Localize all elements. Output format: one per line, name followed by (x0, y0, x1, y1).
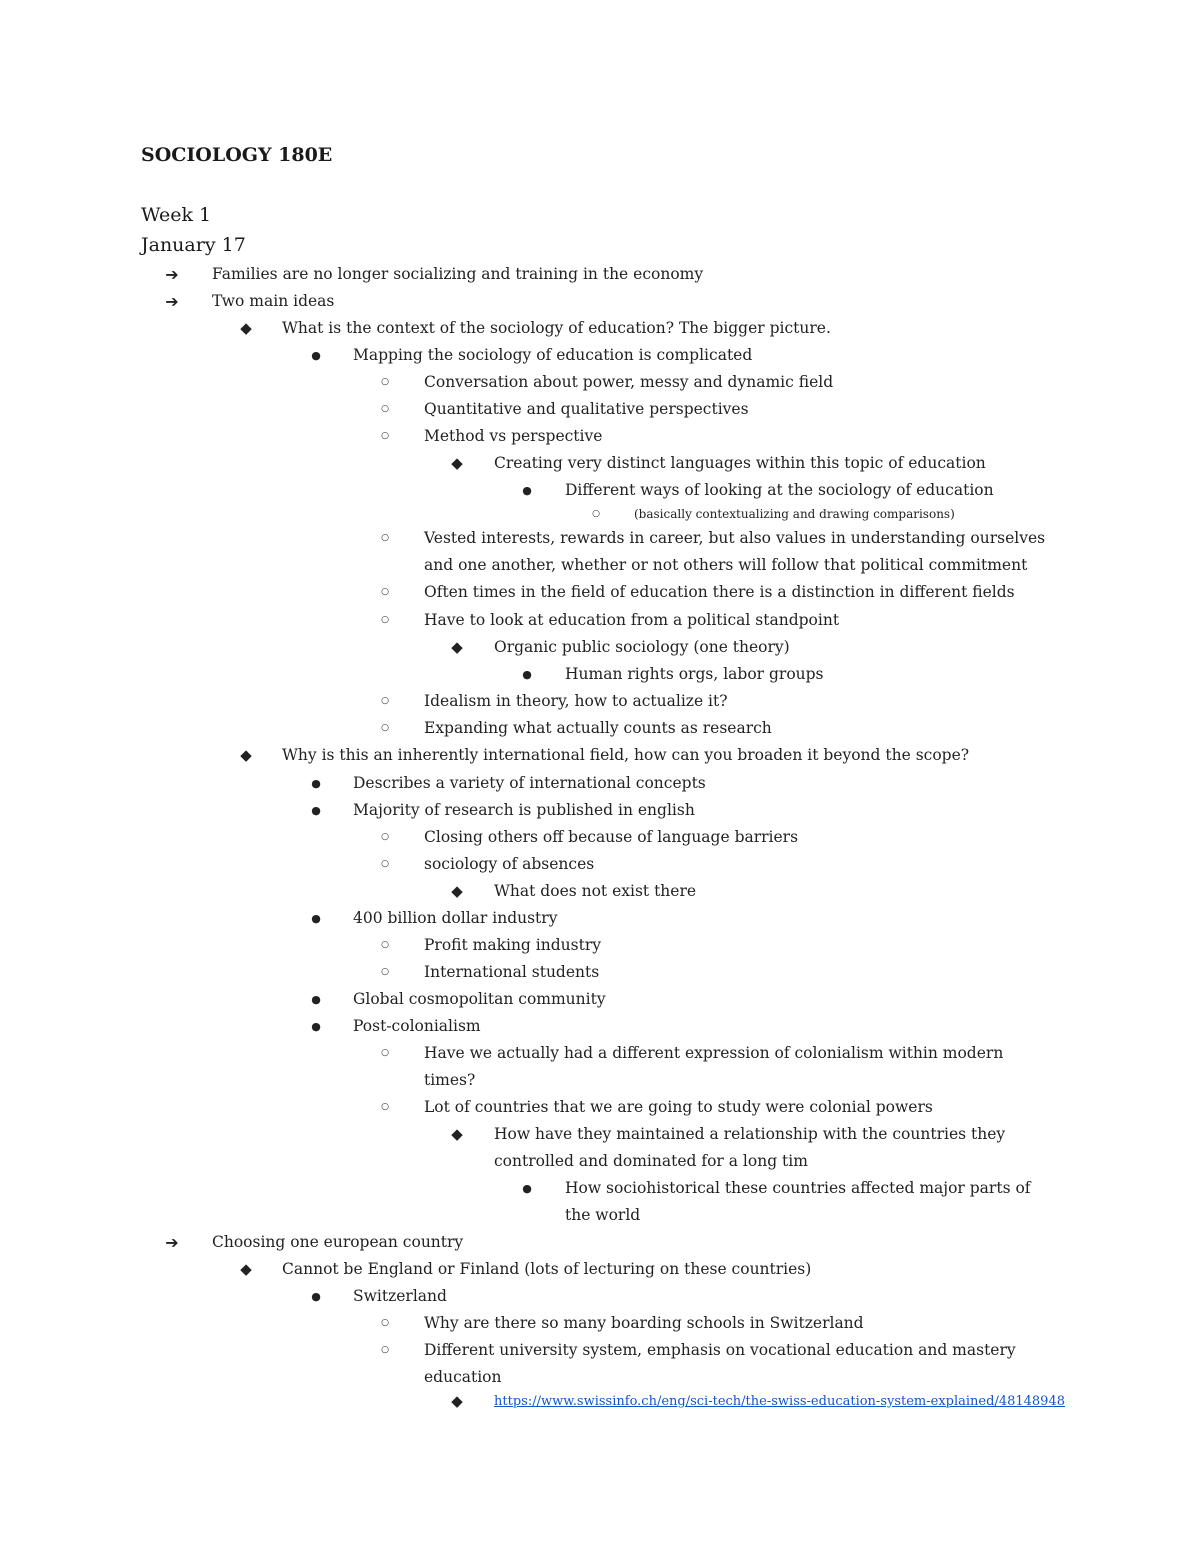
dot-bullet-icon: ● (522, 484, 532, 497)
outline-item-level-3 (0, 905, 1200, 932)
circle-bullet-icon: ○ (381, 1318, 389, 1328)
outline-item-level-4 (0, 688, 1200, 715)
circle-bullet-icon: ○ (381, 1048, 389, 1058)
outline-item-text: Families are no longer socializing and training in the economy (212, 265, 704, 283)
diamond-bullet-icon: ◆ (451, 454, 463, 472)
dot-bullet-icon: ● (311, 777, 321, 790)
outline-item-level-4 (0, 1040, 1200, 1067)
outline-item-text: sociology of absences (424, 855, 595, 873)
circle-bullet-icon: ○ (381, 696, 389, 706)
outline-item-level-5 (0, 1121, 1200, 1148)
outline-item-level-4 (0, 1364, 1200, 1391)
outline-item-text: Cannot be England or Finland (lots of lecturing on these countries) (282, 1260, 812, 1278)
circle-bullet-icon: ○ (381, 404, 389, 414)
dot-bullet-icon: ● (522, 1182, 532, 1195)
document-title: SOCIOLOGY 180E (141, 144, 333, 166)
outline-item-level-5 (0, 1148, 1200, 1175)
arrow-icon: ➔ (165, 265, 179, 284)
outline-item-text: Choosing one european country (212, 1233, 464, 1251)
outline-item-level-6 (0, 1175, 1200, 1202)
outline-item-level-3 (0, 1283, 1200, 1310)
outline-item-level-6 (0, 477, 1200, 504)
arrow-icon: ➔ (165, 1233, 179, 1252)
outline-item-text: What does not exist there (494, 882, 697, 900)
outline-item-level-3 (0, 770, 1200, 797)
outline-item-level-4 (0, 959, 1200, 986)
outline-item-level-4 (0, 423, 1200, 450)
outline-item-level-4 (0, 1094, 1200, 1121)
dot-bullet-icon: ● (522, 668, 532, 681)
diamond-bullet-icon: ◆ (240, 746, 252, 764)
week-heading: Week 1 (141, 204, 212, 226)
outline-item-level-7 (0, 503, 1200, 525)
outline-item-level-5 (0, 1388, 1200, 1415)
circle-bullet-icon: ○ (381, 940, 389, 950)
outline-item-text: International students (424, 963, 600, 981)
outline-item-level-4 (0, 932, 1200, 959)
outline-item-text: education (424, 1368, 502, 1386)
outline-item-text: and one another, whether or not others will follow that political commitment (424, 556, 1028, 574)
outline-item-level-4 (0, 552, 1200, 579)
outline-item-level-4 (0, 579, 1200, 606)
outline-item-text: Why is this an inherently international field, how can you broaden it beyond the scope? (282, 746, 970, 764)
outline-item-level-4 (0, 851, 1200, 878)
diamond-bullet-icon: ◆ (451, 1125, 463, 1143)
outline-item-text: Different ways of looking at the sociology of education (565, 481, 994, 499)
outline-item-text: Why are there so many boarding schools in Switzerland (424, 1314, 864, 1332)
diamond-bullet-icon: ◆ (451, 1392, 463, 1410)
diamond-bullet-icon: ◆ (240, 1260, 252, 1278)
outline-item-text: Switzerland (353, 1287, 447, 1305)
outline-item-level-5 (0, 450, 1200, 477)
outline-item-text: How have they maintained a relationship with the countries they (494, 1125, 1006, 1143)
outline-item-text: How sociohistorical these countries affected major parts of (565, 1179, 1031, 1197)
outline-item-level-3 (0, 797, 1200, 824)
outline-item-text: Profit making industry (424, 936, 601, 954)
outline-item-level-1 (0, 261, 1200, 288)
outline-item-text: controlled and dominated for a long tim (494, 1152, 808, 1170)
outline-item-level-5 (0, 878, 1200, 905)
circle-bullet-icon: ○ (381, 859, 389, 869)
diamond-bullet-icon: ◆ (451, 638, 463, 656)
outline-item-level-4 (0, 369, 1200, 396)
outline-item-level-3 (0, 986, 1200, 1013)
outline-item-level-1 (0, 1229, 1200, 1256)
outline-item-text: Mapping the sociology of education is complicated (353, 346, 753, 364)
circle-bullet-icon: ○ (381, 832, 389, 842)
outline-item-level-1 (0, 288, 1200, 315)
outline-item-text: Different university system, emphasis on vocational education and mastery (424, 1341, 1016, 1359)
outline-item-text: Have we actually had a different expression of colonialism within modern (424, 1044, 1004, 1062)
outline-item-level-2 (0, 742, 1200, 769)
outline-item-level-6 (0, 1202, 1200, 1229)
outline-item-text: Conversation about power, messy and dynamic field (424, 373, 834, 391)
circle-bullet-icon: ○ (381, 615, 389, 625)
circle-bullet-icon: ○ (381, 377, 389, 387)
circle-bullet-icon: ○ (381, 431, 389, 441)
dot-bullet-icon: ● (311, 1020, 321, 1033)
reference-link[interactable]: https://www.swissinfo.ch/eng/sci-tech/the-swiss-education-system-explained/48148948 (494, 1394, 1065, 1409)
outline-item-text: Human rights orgs, labor groups (565, 665, 824, 683)
outline-item-text: Lot of countries that we are going to study were colonial powers (424, 1098, 933, 1116)
outline-item-text: (basically contextualizing and drawing comparisons) (634, 507, 955, 521)
outline-item-text: Describes a variety of international concepts (353, 774, 706, 792)
outline-item-level-4 (0, 525, 1200, 552)
dot-bullet-icon: ● (311, 804, 321, 817)
date-heading: January 17 (141, 234, 246, 256)
outline-item-level-4 (0, 396, 1200, 423)
outline-item-text: Two main ideas (212, 292, 335, 310)
circle-bullet-icon: ○ (381, 533, 389, 543)
circle-bullet-icon: ○ (381, 967, 389, 977)
circle-bullet-icon: ○ (381, 587, 389, 597)
outline-item-text: Closing others off because of language barriers (424, 828, 799, 846)
dot-bullet-icon: ● (311, 349, 321, 362)
outline-item-text: Expanding what actually counts as research (424, 719, 772, 737)
outline-item-text: Have to look at education from a political standpoint (424, 611, 840, 629)
outline-item-text: Vested interests, rewards in career, but also values in understanding ourselves (424, 529, 1046, 547)
outline-item-level-6 (0, 661, 1200, 688)
outline-item-level-3 (0, 1013, 1200, 1040)
outline-item-text: 400 billion dollar industry (353, 909, 558, 927)
outline-item-text: What is the context of the sociology of education? The bigger picture. (282, 319, 831, 337)
circle-bullet-icon: ○ (592, 509, 600, 519)
outline-item-text: Often times in the field of education there is a distinction in different fields (424, 583, 1015, 601)
arrow-icon: ➔ (165, 292, 179, 311)
outline-item-text: Global cosmopolitan community (353, 990, 606, 1008)
outline-item-text: Creating very distinct languages within this topic of education (494, 454, 986, 472)
outline-item-level-2 (0, 1256, 1200, 1283)
outline-item-level-4 (0, 1337, 1200, 1364)
outline-item-level-4 (0, 824, 1200, 851)
dot-bullet-icon: ● (311, 993, 321, 1006)
outline-item-level-4 (0, 607, 1200, 634)
outline-item-text: Organic public sociology (one theory) (494, 638, 790, 656)
diamond-bullet-icon: ◆ (451, 882, 463, 900)
outline-item-text: times? (424, 1071, 476, 1089)
outline-item-level-4 (0, 1067, 1200, 1094)
outline-item-level-5 (0, 634, 1200, 661)
outline-item-text: Idealism in theory, how to actualize it? (424, 692, 728, 710)
outline-item-level-3 (0, 342, 1200, 369)
dot-bullet-icon: ● (311, 912, 321, 925)
outline-item-text: Post-colonialism (353, 1017, 481, 1035)
circle-bullet-icon: ○ (381, 723, 389, 733)
outline-item-level-4 (0, 715, 1200, 742)
outline-item-text: Quantitative and qualitative perspectives (424, 400, 749, 418)
dot-bullet-icon: ● (311, 1290, 321, 1303)
outline-item-text: Method vs perspective (424, 427, 603, 445)
circle-bullet-icon: ○ (381, 1102, 389, 1112)
diamond-bullet-icon: ◆ (240, 319, 252, 337)
circle-bullet-icon: ○ (381, 1345, 389, 1355)
outline-item-text: Majority of research is published in english (353, 801, 695, 819)
outline-item-level-4 (0, 1310, 1200, 1337)
outline-item-text: the world (565, 1206, 641, 1224)
outline-item-level-2 (0, 315, 1200, 342)
